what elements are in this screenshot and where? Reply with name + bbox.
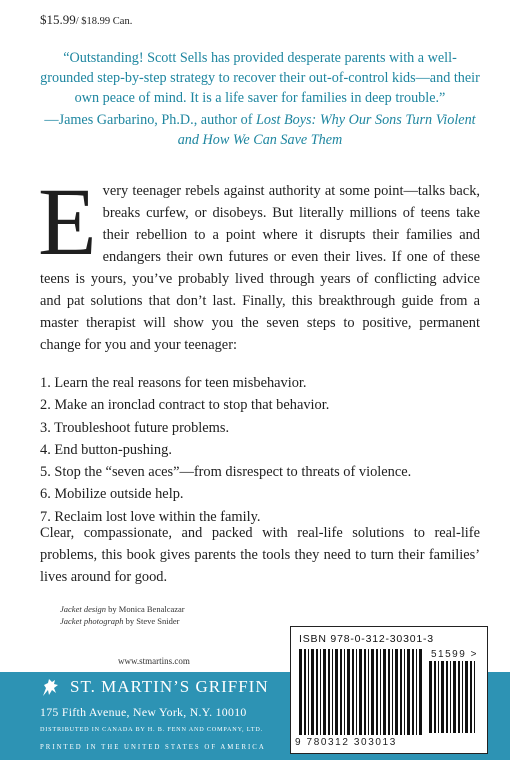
main-barcode: [299, 649, 423, 735]
design-credit: [60, 603, 185, 615]
canada-distribution: DISTRIBUTED IN CANADA BY H. B. FENN AND COMPANY, LTD.: [40, 726, 263, 733]
list-item: 5. Stop the “seven aces”—from disrespect to threats of violence.: [40, 464, 412, 481]
design-label: Jacket design: [60, 604, 107, 614]
quote-attribution: [40, 110, 480, 150]
isbn-text: ISBN 978-0-312-30301-3: [299, 633, 434, 645]
publisher-logo: [40, 676, 269, 698]
attribution-book: Lost Boys: Why Our Sons Turn Violent and How We Can Save Them: [177, 112, 476, 148]
list-item: 1. Learn the real reasons for teen misbehavior.: [40, 375, 307, 391]
barcode-digits: 9 780312 303013: [295, 737, 397, 748]
addon-code: 51599: [431, 649, 467, 660]
closing-paragraph: Clear, compassionate, and packed with real-life solutions to real-life problems, this book gives parents the tools they need to turn their families’ lives around for good.: [40, 525, 480, 585]
list-item: 2. Make an ironclad contract to stop that behavior.: [40, 397, 330, 414]
list-item: 3. Troubleshoot future problems.: [40, 419, 230, 436]
drop-cap: E: [38, 168, 97, 275]
design-by: by Monica Benalcazar: [106, 604, 185, 614]
photo-label: Jacket photograph: [60, 616, 124, 626]
printed-in: PRINTED IN THE UNITED STATES OF AMERICA: [40, 744, 266, 751]
publisher-name: ST. MARTIN’S GRIFFIN: [70, 677, 269, 696]
endorsement-quote: [40, 48, 480, 150]
addon-arrow: >: [470, 649, 478, 660]
publisher-url: www.stmartins.com: [118, 656, 190, 666]
list-item: 7. Reclaim lost love within the family.: [40, 508, 261, 525]
photo-credit: [60, 615, 185, 627]
publisher-address: 175 Fifth Avenue, New York, N.Y. 10010: [40, 705, 247, 719]
list-item: 4. End button-pushing.: [40, 441, 172, 458]
price-us: $15.99: [40, 12, 76, 27]
jacket-credits: [60, 603, 185, 627]
price-can: / $18.99 Can.: [75, 16, 133, 27]
addon-digits: [431, 649, 478, 660]
quote-text: “Outstanding! Scott Sells has provided desperate parents with a well-grounded step-by-step strategy to recover their out-of-control kids—and their own peace of mind. It is a life saver for families in deep trouble.”: [40, 50, 480, 106]
price: [40, 12, 132, 28]
isbn-barcode-box: [290, 626, 488, 754]
paragraph-text: very teenager rebels against authority at some point—talks back, breaks curfew, or disobeys. But literally millions of teens take their rebellion to a point where it disrupts their families and endangers their own futures or even their lives. If one of these teens is yours, you’ve probably lived through years of conflicting advice and pat solutions that don’t last. Finally, this breakthrough guide from a master therapist will show you the seven steps to positive, permanent change for you and your teenager:: [40, 183, 480, 353]
photo-by: by Steve Snider: [123, 616, 180, 626]
attribution-prefix: —James Garbarino, Ph.D., author of: [44, 112, 256, 128]
steps-list: [40, 372, 480, 528]
description-paragraph: [38, 168, 480, 356]
griffin-logo-icon: [40, 676, 62, 698]
addon-barcode: [429, 661, 479, 733]
list-item: 6. Mobilize outside help.: [40, 486, 184, 503]
